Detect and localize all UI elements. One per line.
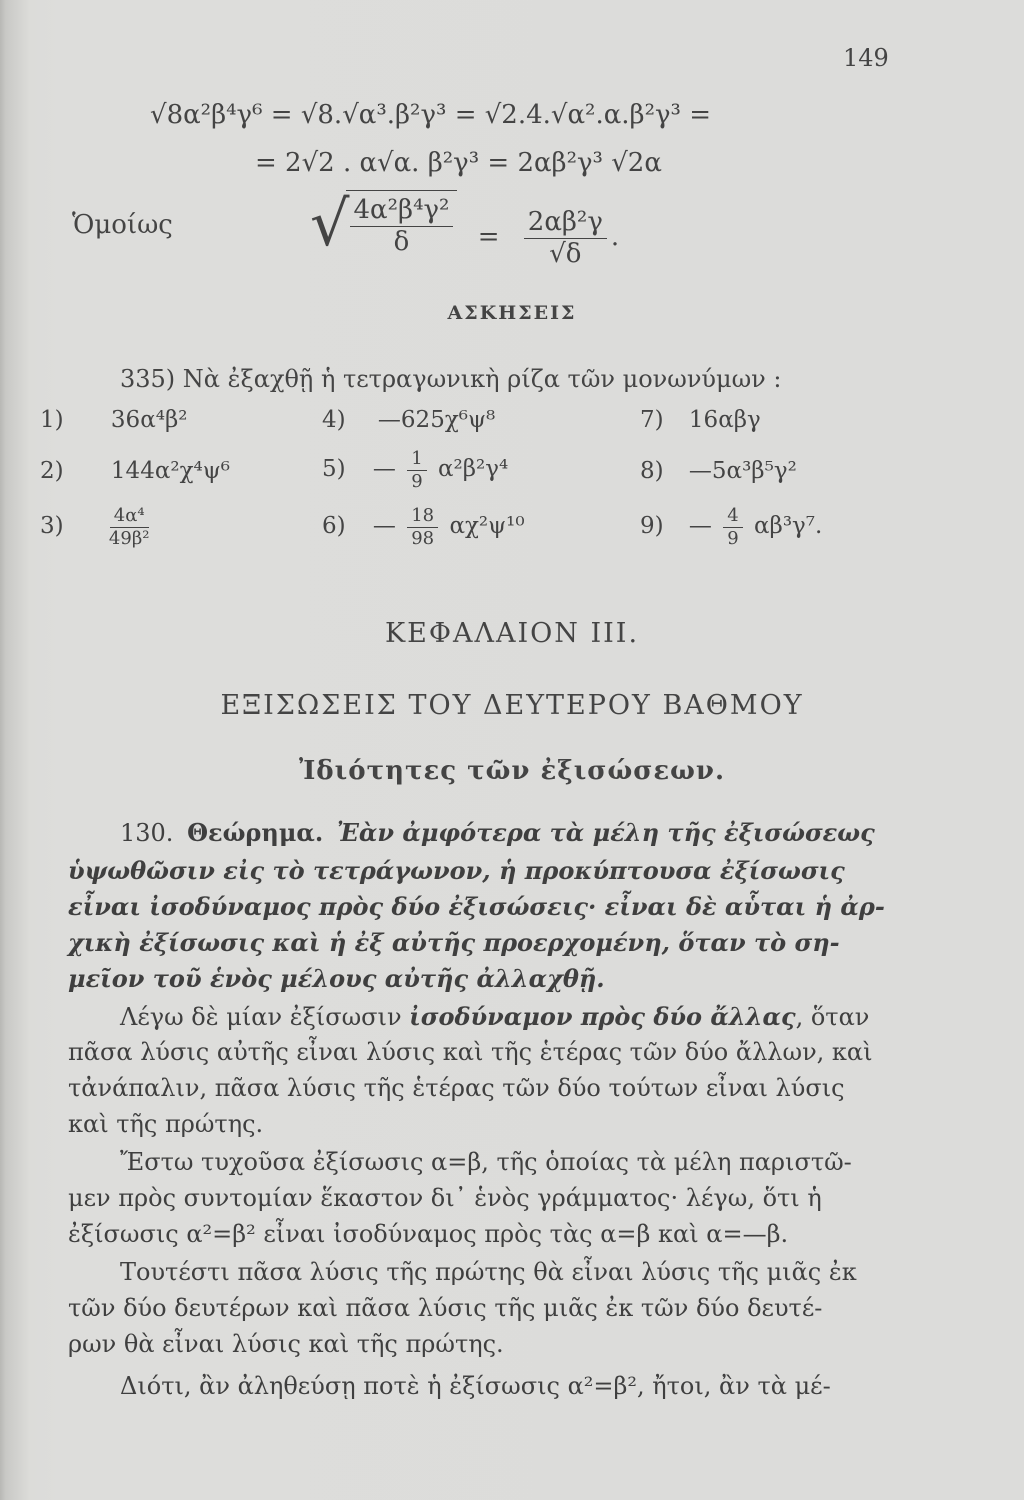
exercise-item-8 xyxy=(640,458,797,484)
exercise-item-4 xyxy=(322,407,495,433)
equals-sign: = xyxy=(477,222,500,253)
paragraph-3-line-1: Τουτέστι πᾶσα λύσις τῆς πρώτης θὰ εἶναι λύσις τῆς μιᾶς ἐκ xyxy=(120,1258,857,1286)
exercise-item-9 xyxy=(640,505,822,549)
fraction-denominator: 9 xyxy=(411,470,423,492)
theorem-number: 130. xyxy=(120,819,174,847)
text: Λέγω δὲ μίαν ἐξίσωσιν xyxy=(120,1003,410,1031)
item-expression: α²β²γ⁴ xyxy=(438,456,509,483)
section-subtitle: Ἰδιότητες τῶν ἐξισώσεων. xyxy=(298,756,726,786)
theorem-line-4: χικὴ ἐξίσωσις καὶ ἡ ἐξ αὐτῆς προερχομένη, ὅταν τὸ ση- xyxy=(68,928,840,957)
fraction-denominator: 9 xyxy=(727,527,739,549)
item-fraction xyxy=(407,448,426,492)
item-label: 6) xyxy=(322,513,346,540)
fraction-right xyxy=(524,207,607,270)
fraction-denominator: 98 xyxy=(411,527,435,549)
item-fraction xyxy=(407,505,438,549)
text: , ὅταν xyxy=(795,1003,870,1031)
fraction-numerator: 2αβ²γ xyxy=(524,207,607,239)
square-root xyxy=(310,187,457,261)
exercise-item-2 xyxy=(40,458,230,484)
theorem-line-3: εἶναι ἰσοδύναμος πρὸς δύο ἐξισώσεις· εἶναι δὲ αὗται ἡ ἀρ- xyxy=(68,892,885,921)
exercise-item-7 xyxy=(640,407,761,433)
paragraph-2-line-2: μεν πρὸς συντομίαν ἕκαστον δι᾽ ἑνὸς γράμματος· λέγω, ὅτι ἡ xyxy=(68,1184,822,1212)
fraction-numerator: 4α²β⁴γ² xyxy=(350,195,454,227)
theorem-label: Θεώρημα. xyxy=(187,818,324,847)
math-line-2: = 2√2 . α√α. β²γ³ = 2αβ²γ³ √2α xyxy=(255,148,662,178)
exercise-item-3 xyxy=(40,505,153,549)
fraction-numerator: 4 xyxy=(723,505,742,528)
theorem-line-1 xyxy=(120,818,875,847)
paragraph-3-line-3: ρων θὰ εἶναι λύσις καὶ τῆς πρώτης. xyxy=(68,1330,504,1358)
exercise-item-1 xyxy=(40,407,187,433)
fraction-denominator: δ xyxy=(393,227,410,258)
item-sign: — xyxy=(372,456,396,483)
item-expression: 36α⁴β² xyxy=(110,407,188,433)
fraction-left xyxy=(350,195,454,258)
chapter-heading: ΚΕΦΑΛΑΙΟΝ III. xyxy=(384,618,640,649)
page-number: 149 xyxy=(843,44,889,72)
paragraph-1-line-2: πᾶσα λύσις αὐτῆς εἶναι λύσις καὶ τῆς ἑτέρας τῶν δύο ἄλλων, καὶ xyxy=(68,1038,873,1066)
item-label: 4) xyxy=(322,407,346,433)
exercise-item-6 xyxy=(322,505,525,549)
fraction-numerator: 18 xyxy=(407,505,438,528)
item-label: 2) xyxy=(40,458,64,484)
theorem-line-2: ὑψωθῶσιν εἰς τὸ τετράγωνον, ἡ προκύπτουσα ἐξίσωσις xyxy=(68,856,845,885)
item-expression: αβ³γ⁷. xyxy=(754,513,823,540)
theorem-line-5: μεῖον τοῦ ἑνὸς μέλους αὐτῆς ἀλλαχθῇ. xyxy=(68,964,605,993)
fraction-numerator: 4α⁴ xyxy=(110,505,149,528)
paragraph-1-line-1 xyxy=(120,1002,869,1031)
chapter-title: ΕΞΙΣΩΣΕΙΣ ΤΟΥ ΔΕΥΤΕΡΟΥ ΒΑΘΜΟΥ xyxy=(220,690,804,721)
paragraph-3-line-2: τῶν δύο δευτέρων καὶ πᾶσα λύσις τῆς μιᾶς ἐκ τῶν δύο δευτέ- xyxy=(68,1294,823,1322)
exercise-prompt: 335) Νὰ ἐξαχθῇ ἡ τετραγωνικὴ ρίζα τῶν μονωνύμων : xyxy=(120,365,782,393)
item-expression: 144α²χ⁴ψ⁶ xyxy=(110,458,230,484)
item-label: 7) xyxy=(640,407,664,433)
item-expression: —625χ⁶ψ⁸ xyxy=(377,407,496,433)
item-expression: —5α³β⁵γ² xyxy=(688,458,797,484)
paragraph-2-line-3: ἐξίσωσις α²=β² εἶναι ἰσοδύναμος πρὸς τὰς α=β καὶ α=—β. xyxy=(68,1220,789,1248)
fraction-denominator: √δ xyxy=(549,238,582,269)
item-label: 1) xyxy=(40,407,64,433)
exercises-title: ΑΣΚΗΣΕΙΣ xyxy=(447,302,577,324)
exercise-item-5 xyxy=(322,448,508,492)
fraction-denominator: 49β² xyxy=(108,527,150,549)
emphasis-text: ἰσοδύναμον πρὸς δύο ἄλλας xyxy=(409,1002,796,1031)
item-fraction xyxy=(109,505,150,549)
item-label: 3) xyxy=(40,513,64,540)
item-sign: — xyxy=(372,513,396,540)
item-sign: — xyxy=(688,513,712,540)
paragraph-4-line-1: Διότι, ἂν ἀληθεύσῃ ποτὲ ἡ ἐξίσωσις α²=β², ἤτοι, ἂν τὰ μέ- xyxy=(120,1372,831,1400)
theorem-text: Ἐὰν ἀμφότερα τὰ μέλη τῆς ἐξισώσεως xyxy=(336,818,875,847)
math-equation-3: √ $\frac{\text{4α²β⁴γ²}}{\delta}$ = $\frac{\text{2αβ²γ}}{√\delta}$ . xyxy=(310,187,620,269)
paragraph-1-line-4: καὶ τῆς πρώτης. xyxy=(68,1110,264,1138)
item-expression: αχ²ψ¹⁰ xyxy=(449,513,525,540)
item-expression: 16αβγ xyxy=(688,407,761,433)
similarly-label: Ὁμοίως xyxy=(72,210,173,240)
math-line-1: √8α²β⁴γ⁶ = √8.√α³.β²γ³ = √2.4.√α².α.β²γ³ = xyxy=(150,100,712,130)
item-label: 9) xyxy=(640,513,664,540)
radical-sign-icon: √ xyxy=(310,187,350,261)
fraction-numerator: 1 xyxy=(407,448,426,471)
item-fraction xyxy=(723,505,742,549)
item-label: 5) xyxy=(322,456,346,483)
paragraph-1-line-3: τἀνάπαλιν, πᾶσα λύσις τῆς ἑτέρας τῶν δύο τούτων εἶναι λύσις xyxy=(68,1074,845,1102)
item-label: 8) xyxy=(640,458,664,484)
paragraph-2-line-1: Ἔστω τυχοῦσα ἐξίσωσις α=β, τῆς ὁποίας τὰ μέλη παριστῶ- xyxy=(120,1148,852,1176)
